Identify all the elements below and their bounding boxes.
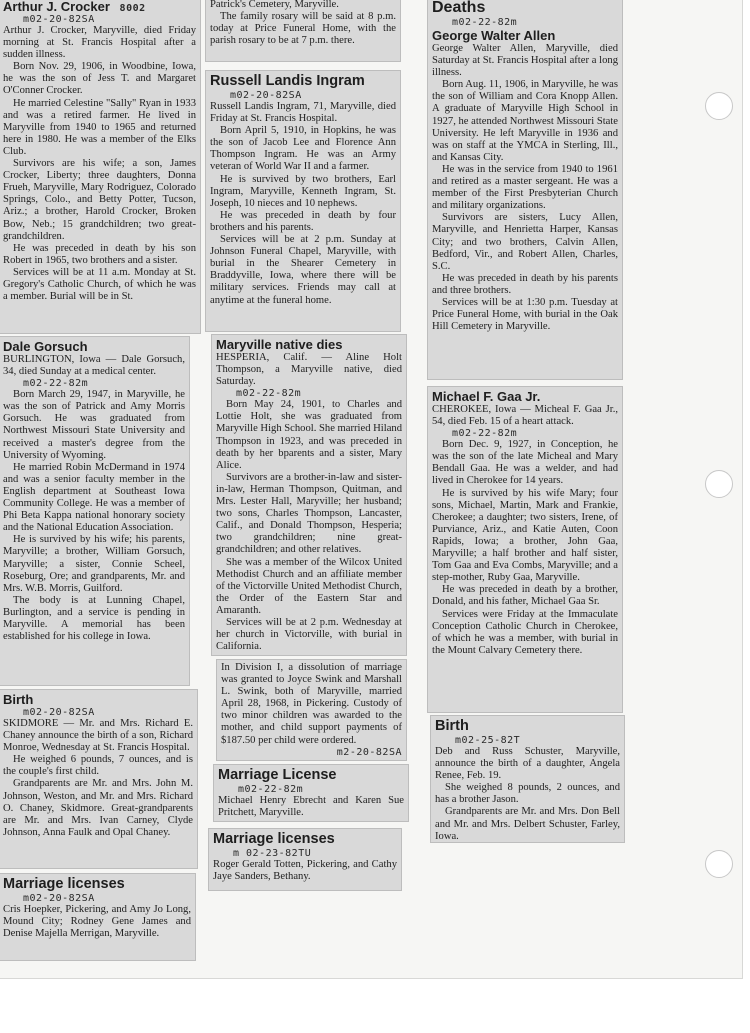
paragraph: Born Dec. 9, 1927, in Conception, he was the son of the late Micheal and Mary Bendall Gaa. He was a welder, and had lived in Cherokee for 14 years.	[432, 439, 618, 487]
paragraph: Services will be at 1:30 p.m. Tuesday at Price Funeral Home, with burial in the Oak Hill Cemetery in Maryville.	[432, 296, 618, 333]
obituary-title: Russell Landis Ingram	[210, 73, 365, 89]
paragraph: He was preceded in death by four brothers and his parents.	[210, 209, 396, 233]
marriage-license-ebrecht	[213, 764, 409, 822]
paragraph: Survivors are a brother-in-law and sister-in-law, Herman Thompson, Quitman, and Mrs. Lester Hall, Maryville; her husband; two sons, Charles Thompson, Lancaster, Calif., and Donald Thompson, Hesperia; two grandchildren; nine great-grandchildren; and other relatives.	[216, 471, 402, 556]
paragraph: Services will be at 2 p.m. Wednesday at her church in Victorville, with burial in California.	[216, 616, 402, 653]
obituary-thompson	[211, 334, 407, 656]
notice-title: Birth	[3, 692, 34, 707]
obituary-title: Arthur J. Crocker 8002	[3, 0, 146, 14]
obituary-gaa	[427, 386, 623, 713]
paragraph: In Division I, a dissolution of marriage was granted to Joyce Swink and Marshall L. Swink, both of Maryville, married April 28, 1968, in Pickering. Custody of two minor children was awarded to the mother, and child support payments of $187.50 per child were ordered.	[221, 662, 402, 746]
section-header-deaths: Deaths	[432, 0, 486, 16]
paragraph: Services will be at 11 a.m. Monday at St. Gregory's Catholic Church, of which he was a member. Burial will be in St.	[3, 266, 196, 303]
obituary-allen	[427, 0, 623, 380]
paragraph: He is survived by his wife Mary; four sons, Michael, Martin, Mark and Frankie, Cherokee; a daughter; two sisters, Irene, of Purviance, Ariz., and Katie Auten, Coon Rapids, Iowa; a brother, John Gaa, Maryville; a half brother and half sister, Tom Gaa and Eva Combs, Maryville; and a step-mother, Ruby Gaa, Maryville.	[432, 487, 618, 584]
notice-title: Marriage License	[218, 767, 337, 783]
obituary-title: George Walter Allen	[432, 28, 556, 43]
handwritten-date: m02-22-82m	[236, 388, 302, 400]
paragraph: He weighed 6 pounds, 7 ounces, and is the couple's first child.	[3, 754, 193, 778]
paragraph: Roger Gerald Totten, Pickering, and Cathy Jaye Sanders, Bethany.	[213, 859, 397, 883]
binder-hole-middle	[705, 470, 733, 498]
paragraph: Michael Henry Ebrecht and Karen Sue Pritchett, Maryville.	[218, 795, 404, 819]
paragraph: Patrick's Cemetery, Maryville.	[210, 0, 339, 10]
handwritten-date: m02-20-82SA	[23, 893, 95, 904]
paragraph: Deb and Russ Schuster, Maryville, announce the birth of a daughter, Angela Renee, Feb. 19.	[435, 746, 620, 782]
obituary-title: Dale Gorsuch	[3, 339, 88, 354]
birth-notice-chaney	[0, 689, 198, 869]
paragraph: Born Aug. 11, 1906, in Maryville, he was the son of William and Cora Knopp Allen. A graduate of Maryville High School in 1927, he attended Northwest Missouri State University. He left Maryville in 1936 and was on staff at the YMCA in Sterling, Ill., and Kansas City.	[432, 79, 618, 163]
paragraph: He married Robin McDermand in 1974 and was a senior faculty member in the English department at Southeast Iowa Community College. He was a member of Phi Beta Kappa national honorary society and the National Education Association.	[3, 461, 185, 534]
handwritten-date: m02-20-82SA	[230, 90, 302, 101]
paragraph: She weighed 8 pounds, 2 ounces, and has a brother Jason.	[435, 782, 620, 806]
obituary-title: Michael F. Gaa Jr.	[432, 389, 541, 404]
notice-title: Marriage licenses	[3, 876, 125, 892]
obituary-continuation	[205, 0, 401, 62]
paragraph: Services were Friday at the Immaculate Conception Catholic Church in Cherokee, of which he was a member, with burial in the Mount Calvary Cemetery there.	[432, 608, 618, 656]
handwritten-date: m02-25-82T	[455, 735, 521, 746]
obituary-ingram	[205, 70, 401, 332]
handwritten-date: m02-22-82m	[452, 428, 518, 440]
handwritten-date: m2-20-82SA	[336, 746, 402, 758]
handwritten-date: m02-20-82SA	[23, 14, 95, 25]
handwritten-date: m02-20-82SA	[23, 707, 95, 718]
paragraph: He was preceded in death by his parents and three brothers.	[432, 272, 618, 296]
handwritten-date: m 02-23-82TU	[233, 848, 312, 859]
notice-title: Marriage licenses	[213, 831, 335, 847]
paragraph: He was in the service from 1940 to 1961 and retired as a master sergeant. He was a member of the First Presbyterian Church and military organizations.	[432, 163, 618, 212]
paragraph: The family rosary will be said at 8 p.m. today at Price Funeral Home, with the parish rosary to be at 7 p.m. there.	[210, 11, 396, 47]
binder-hole-top	[705, 92, 733, 120]
paragraph: Cris Hoepker, Pickering, and Amy Jo Long, Mound City; Rodney Gene James and Denise Majella Merrigan, Maryville.	[3, 904, 191, 940]
obituary-title: Maryville native dies	[216, 337, 343, 352]
notice-title: Birth	[435, 718, 469, 734]
paragraph: Arthur J. Crocker, Maryville, died Friday morning at St. Francis Hospital after a sudden illness.	[3, 25, 196, 61]
handwritten-date: m02-22-82m	[238, 784, 304, 795]
paragraph: Born Nov. 29, 1906, in Woodbine, Iowa, he was the son of Jess T. and Margaret O'Conner Crocker.	[3, 61, 196, 97]
marriage-license-hoepker	[0, 873, 196, 961]
handwritten-date: m02-22-82m	[452, 17, 518, 28]
paragraph: Russell Landis Ingram, 71, Maryville, died Friday at St. Francis Hospital.	[210, 101, 396, 125]
paragraph: HESPERIA, Calif. — Aline Holt Thompson, a Maryville native, died Saturday.	[216, 352, 402, 388]
paragraph: Born May 24, 1901, to Charles and Lottie Holt, she was graduated from Maryville High School. She married Hiland Thompson in 1923, and was preceded in death by her bparents and a sister, Mary Alice.	[216, 399, 402, 471]
binder-hole-bottom	[705, 850, 733, 878]
paragraph: Grandparents are Mr. and Mrs. John M. Johnson, Weston, and Mr. and Mrs. Richard O. Chaney, Skidmore. Great-grandparents are Mr. and Mrs. Ivan Carney, Clyde Johnson, Anna Faulk and Opal Chaney.	[3, 778, 193, 838]
paragraph: Survivors are sisters, Lucy Allen, Maryville, and Henrietta Harper, Kansas City; and two brothers, Calvin Allen, Bedford, Vir., and Robert Allen, Charles, S.C.	[432, 212, 618, 272]
marriage-license-totten	[208, 828, 402, 891]
paragraph: He is survived by two brothers, Earl Ingram, Maryville, Kenneth Ingram, St. Joseph, 10 nieces and 10 nephews.	[210, 173, 396, 209]
paragraph: Survivors are his wife; a son, James Crocker, Liberty; three daughters, Donna Frueh, Maryville, Mary Rodriguez, Colorado Springs, Colo., and Betty Potter, Tucson, Ariz.; a brother, Harold Crocker, Broken Bow, Neb.; 15 grandchildren; two great-grandchildren.	[3, 158, 196, 242]
paragraph: BURLINGTON, Iowa — Dale Gorsuch, 34, died Sunday at a medical center.	[3, 354, 185, 378]
handwritten-date: m02-22-82m	[23, 378, 89, 390]
court-notice-dissolution	[216, 659, 407, 761]
paragraph: Grandparents are Mr. and Mrs. Don Bell and Mr. and Mrs. Delbert Schuster, Farley, Iowa.	[435, 806, 620, 842]
paragraph: Born April 5, 1910, in Hopkins, he was the son of Jacob Lee and Florence Ann Thompson Ingram. He was an Army veteran of World War II and a farmer.	[210, 125, 396, 173]
paragraph: SKIDMORE — Mr. and Mrs. Richard E. Chaney announce the birth of a son, Richard Monroe, Wednesday at St. Francis Hospital.	[3, 718, 193, 754]
obituary-gorsuch	[0, 336, 190, 686]
paragraph: Services will be at 2 p.m. Sunday at Johnson Funeral Chapel, Maryville, with burial in the Shearer Cemetery in Braddyville, Iowa, where there will be military services. Friends may call at anytime at the funeral home.	[210, 234, 396, 306]
paragraph: Born March 29, 1947, in Maryville, he was the son of Patrick and Amy Morris Gorsuch. He was graduated from Northwest Missouri State University and received a master's degree from the University of Wyoming.	[3, 389, 185, 461]
paragraph: He was preceded in death by a brother, Donald, and his father, Michael Gaa Sr.	[432, 584, 618, 608]
stamp-number: 8002	[119, 3, 146, 14]
paragraph: He is survived by his wife; his parents, Maryville; a brother, William Gorsuch, Maryville; a sister, Connie Scheel, Roseburg, Ore; and grandparents, Mr. and Mrs. W.B. Morris, Guilford.	[3, 534, 185, 594]
birth-notice-schuster	[430, 715, 625, 843]
paragraph: The body is at Lunning Chapel, Burlington, and a service is pending in Maryville. A memorial has been established for his college in Iowa.	[3, 594, 185, 643]
paragraph: She was a member of the Wilcox United Methodist Church and an affiliate member of the Victorville United Methodist Church, the Order of the Eastern Star and Amaranth.	[216, 556, 402, 616]
paragraph: He married Celestine "Sally" Ryan in 1933 and was a retired farmer. He lived in Maryville from 1940 to 1965 and returned here in 1980. He was a member of the Elks Club.	[3, 97, 196, 157]
obituary-crocker	[0, 0, 201, 334]
paragraph: He was preceded in death by his son Robert in 1965, two brothers and a sister.	[3, 242, 196, 266]
paragraph: CHEROKEE, Iowa — Micheal F. Gaa Jr., 54, died Feb. 15 of a heart attack.	[432, 404, 618, 428]
paragraph: George Walter Allen, Maryville, died Saturday at St. Francis Hospital after a long illness.	[432, 43, 618, 79]
